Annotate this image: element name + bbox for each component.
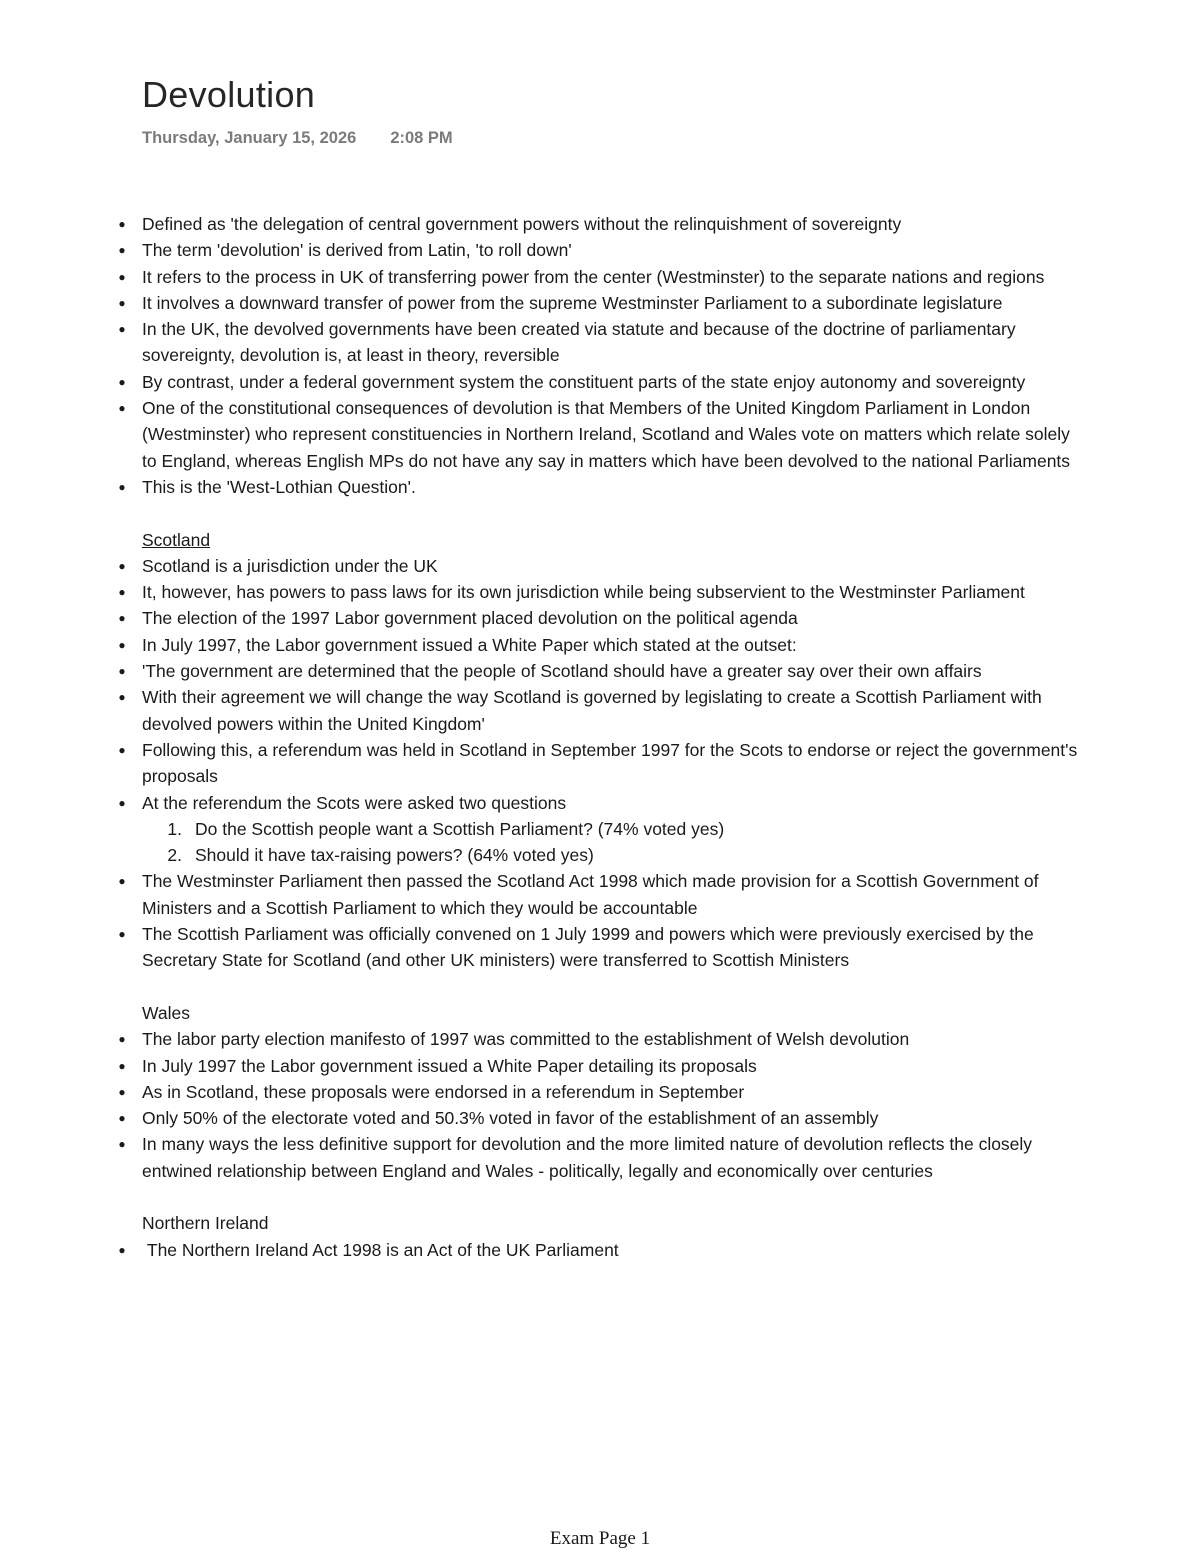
list-item: ● Scotland is a jurisdiction under the UK: [0, 553, 1200, 579]
page-datetime: [142, 126, 453, 150]
bullet-icon: ●: [118, 479, 126, 494]
bullet-icon: ●: [118, 558, 126, 573]
list-item: ● The labor party election manifesto of 1997 was committed to the establishment of Welsh devolution: [0, 1026, 1200, 1052]
page-time: 2:08 PM: [390, 129, 453, 147]
spacer: [0, 500, 1200, 526]
list-item: ● It, however, has powers to pass laws for its own jurisdiction while being subservient to the Westminster Parliament: [0, 579, 1200, 605]
list-item: ● The Westminster Parliament then passed the Scotland Act 1998 which made provision for a Scottish Government of Ministers and a Scottish Parliament to which they would be accountable: [0, 868, 1200, 921]
spacer: [0, 1184, 1200, 1210]
page-footer: Exam Page 1: [549, 1528, 651, 1549]
bullet-icon: ●: [118, 664, 126, 679]
item-number: 2.: [167, 845, 182, 866]
bullet-icon: ●: [118, 690, 126, 705]
numbered-item: 2. Should it have tax-raising powers? (64% voted yes): [0, 842, 1200, 868]
bullet-icon: ●: [118, 1242, 126, 1257]
section-heading-scotland: Scotland: [142, 529, 211, 550]
list-item: ● The Northern Ireland Act 1998 is an Act of the UK Parliament: [0, 1237, 1200, 1263]
list-item: ● It refers to the process in UK of transferring power from the center (Westminster) to the separate nations and regions: [0, 264, 1200, 290]
list-item: ● By contrast, under a federal government system the constituent parts of the state enjoy autonomy and sovereignty: [0, 369, 1200, 395]
bullet-icon: ●: [118, 1137, 126, 1152]
bullet-icon: ●: [118, 1032, 126, 1047]
bullet-icon: ●: [118, 611, 126, 626]
bullet-icon: ●: [118, 742, 126, 757]
list-item: ● In the UK, the devolved governments have been created via statute and because of the doctrine of parliamentary sovereignty, devolution is, at least in theory, reversible: [0, 316, 1200, 369]
list-item: ● Following this, a referendum was held in Scotland in September 1997 for the Scots to endorse or reject the government's proposals: [0, 737, 1200, 790]
list-item: ● 'The government are determined that the people of Scotland should have a greater say over their own affairs: [0, 658, 1200, 684]
list-item: ● As in Scotland, these proposals were endorsed in a referendum in September: [0, 1079, 1200, 1105]
list-item: ● Defined as 'the delegation of central government powers without the relinquishment of sovereignty: [0, 211, 1200, 237]
bullet-icon: ●: [118, 1058, 126, 1073]
list-item: ● The election of the 1997 Labor government placed devolution on the political agenda: [0, 605, 1200, 631]
list-item: ● In July 1997 the Labor government issued a White Paper detailing its proposals: [0, 1053, 1200, 1079]
list-item: ● At the referendum the Scots were asked two questions: [0, 790, 1200, 816]
note-body: [0, 211, 1200, 1263]
bullet-icon: ●: [118, 874, 126, 889]
bullet-icon: ●: [118, 217, 126, 231]
bullet-icon: ●: [118, 1084, 126, 1099]
bullet-icon: ●: [118, 795, 126, 810]
bullet-icon: ●: [118, 243, 126, 258]
spacer: [0, 974, 1200, 1000]
bullet-icon: ●: [118, 374, 126, 389]
list-item: ● The term 'devolution' is derived from Latin, 'to roll down': [0, 237, 1200, 263]
list-item: ● One of the constitutional consequences of devolution is that Members of the United Kingdom Parliament in London (Westminster) who represent constituencies in Northern Ireland, Scotland and Wales vote on matters which relate solely to England, whereas English MPs do not have any say in matters which have been devolved to the national Parliaments: [0, 395, 1200, 474]
list-item: ● Only 50% of the electorate voted and 50.3% voted in favor of the establishment of an assembly: [0, 1105, 1200, 1131]
list-item: ● The Scottish Parliament was officially convened on 1 July 1999 and powers which were previously exercised by the Secretary State for Scotland (and other UK ministers) were transferred to Scottish Ministers: [0, 921, 1200, 974]
section-heading-northern-ireland: Northern Ireland: [142, 1213, 269, 1234]
bullet-icon: ●: [118, 269, 126, 284]
bullet-icon: ●: [118, 637, 126, 652]
page-title: Devolution: [142, 74, 316, 115]
bullet-icon: ●: [118, 927, 126, 942]
page-date: Thursday, January 15, 2026: [142, 129, 357, 147]
bullet-icon: ●: [118, 1111, 126, 1126]
bullet-icon: ●: [118, 401, 126, 416]
list-item: ● In July 1997, the Labor government issued a White Paper which stated at the outset:: [0, 632, 1200, 658]
list-item: ● It involves a downward transfer of power from the supreme Westminster Parliament to a subordinate legislature: [0, 290, 1200, 316]
bullet-icon: ●: [118, 322, 126, 337]
list-item: ● In many ways the less definitive support for devolution and the more limited nature of devolution reflects the closely entwined relationship between England and Wales - politically, legally and economically over centuries: [0, 1131, 1200, 1184]
item-number: 1.: [167, 818, 182, 839]
section-heading-wales: Wales: [142, 1002, 190, 1023]
numbered-item: 1. Do the Scottish people want a Scottish Parliament? (74% voted yes): [0, 816, 1200, 842]
bullet-icon: ●: [118, 585, 126, 600]
bullet-icon: ●: [118, 295, 126, 310]
list-item: ● This is the 'West-Lothian Question'.: [0, 474, 1200, 500]
list-item: ● With their agreement we will change the way Scotland is governed by legislating to create a Scottish Parliament with devolved powers within the United Kingdom': [0, 684, 1200, 737]
